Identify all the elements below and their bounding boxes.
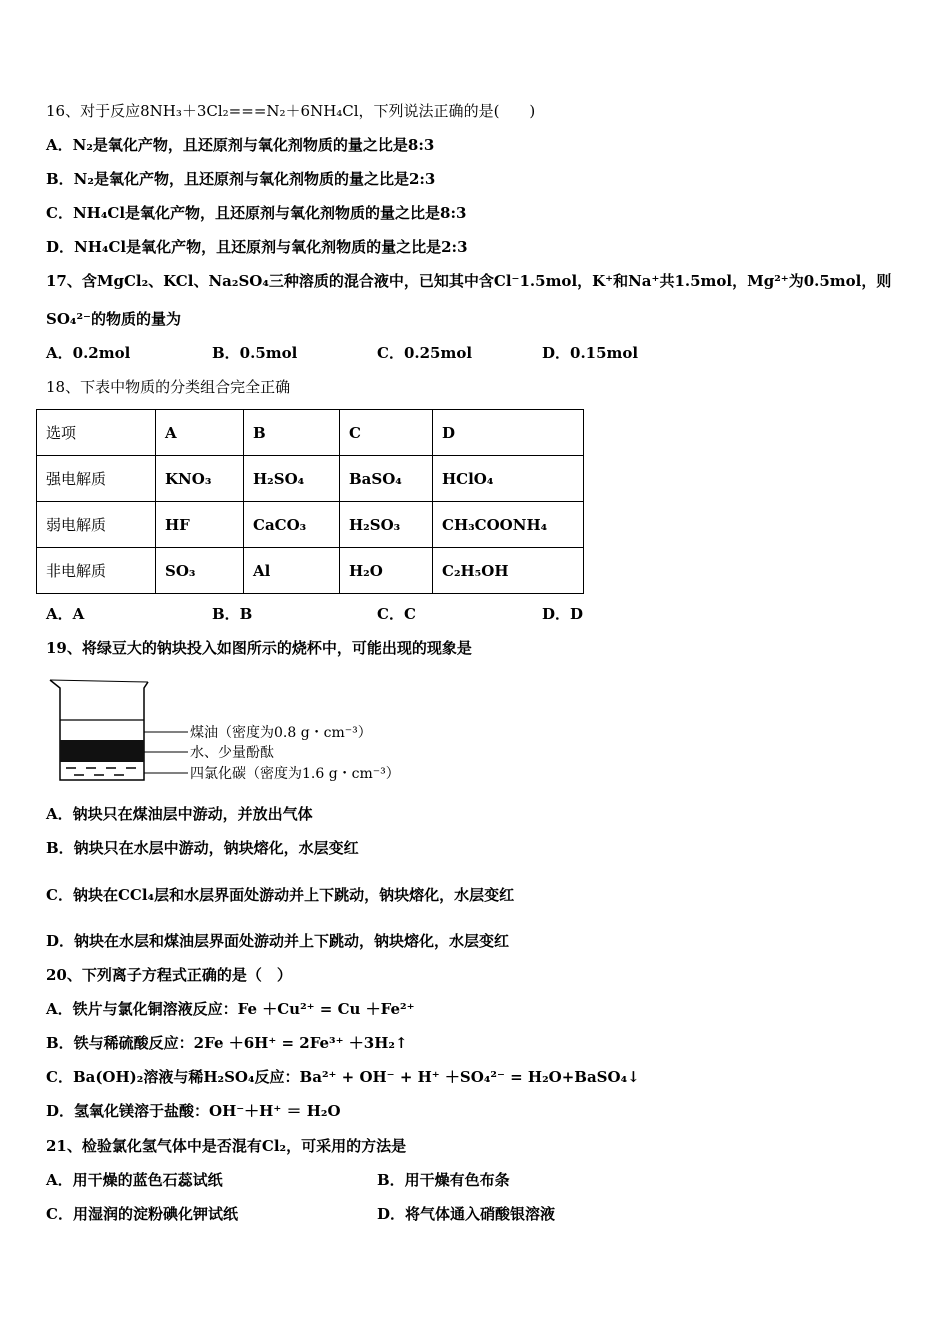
- table-header-row: [37, 410, 584, 456]
- table-cell: H₂SO₄: [244, 456, 340, 502]
- q21-stem: 21、检验氯化氢气体中是否混有Cl₂，可采用的方法是: [46, 1137, 407, 1155]
- table-cell: 强电解质: [37, 456, 156, 502]
- table-cell: CH₃COONH₄: [433, 502, 584, 548]
- table-cell: HClO₄: [433, 456, 584, 502]
- table-cell: H₂SO₃: [340, 502, 433, 548]
- q20-option-a: A．铁片与氯化铜溶液反应：Fe ＋Cu²⁺ = Cu ＋Fe²⁺: [46, 1000, 415, 1018]
- q20-option-b: B．铁与稀硫酸反应：2Fe ＋6H⁺ = 2Fe³⁺ ＋3H₂↑: [46, 1034, 408, 1052]
- table-row: [37, 456, 584, 502]
- q18-option-c: C．C: [377, 605, 416, 623]
- table-cell: H₂O: [340, 548, 433, 594]
- classification-table: [36, 409, 584, 594]
- q20-stem: 20、下列离子方程式正确的是（ ）: [46, 966, 292, 984]
- table-cell: HF: [156, 502, 244, 548]
- q17-stem-line2: SO₄²⁻的物质的量为: [46, 310, 181, 328]
- table-cell: BaSO₄: [340, 456, 433, 502]
- q17-option-d: D．0.15mol: [542, 344, 639, 362]
- table-header-cell: 选项: [37, 410, 156, 456]
- ccl4-label: 四氯化碳（密度为1.6 g・cm⁻³）: [190, 766, 400, 782]
- q21-option-c: C．用湿润的淀粉碘化钾试纸: [46, 1205, 238, 1223]
- table-cell: SO₃: [156, 548, 244, 594]
- q18-option-d: D．D: [542, 605, 584, 623]
- table-cell: Al: [244, 548, 340, 594]
- q19-option-d: D．钠块在水层和煤油层界面处游动并上下跳动，钠块熔化，水层变红: [46, 932, 510, 950]
- q18-option-a: A．A: [46, 605, 85, 623]
- table-cell: 非电解质: [37, 548, 156, 594]
- q17-option-b: B．0.5mol: [212, 344, 298, 362]
- q17-option-c: C．0.25mol: [377, 344, 473, 362]
- table-cell: C₂H₅OH: [433, 548, 584, 594]
- table-header-cell: B: [244, 410, 340, 456]
- q18-option-b: B．B: [212, 605, 253, 623]
- beaker-outline: [50, 680, 148, 780]
- q19-option-c: C．钠块在CCl₄层和水层界面处游动并上下跳动，钠块熔化，水层变红: [46, 886, 515, 904]
- q20-option-c: C．Ba(OH)₂溶液与稀H₂SO₄反应：Ba²⁺ + OH⁻ + H⁺ ＋SO₄²⁻ = H₂O+BaSO₄↓: [46, 1068, 640, 1086]
- q16-stem: 16、对于反应8NH₃＋3Cl₂===N₂＋6NH₄Cl，下列说法正确的是( ): [46, 102, 536, 120]
- table-row: [37, 502, 584, 548]
- kerosene-label: 煤油（密度为0.8 g・cm⁻³）: [190, 725, 372, 741]
- q19-stem: 19、将绿豆大的钠块投入如图所示的烧杯中，可能出现的现象是: [46, 639, 472, 657]
- q21-option-a: A．用干燥的蓝色石蕊试纸: [46, 1171, 223, 1189]
- q19-option-a: A．钠块只在煤油层中游动，并放出气体: [46, 805, 313, 823]
- beaker-rim: [50, 680, 148, 682]
- table-header-cell: C: [340, 410, 433, 456]
- table-row: [37, 548, 584, 594]
- table-header-cell: D: [433, 410, 584, 456]
- q16-option-b: B．N₂是氧化产物，且还原剂与氧化剂物质的量之比是2:3: [46, 170, 436, 188]
- q16-option-a: A．N₂是氧化产物，且还原剂与氧化剂物质的量之比是8:3: [46, 136, 435, 154]
- water-layer: [60, 740, 144, 762]
- q20-option-d: D．氢氧化镁溶于盐酸：OH⁻＋H⁺ ＝ H₂O: [46, 1102, 341, 1120]
- beaker-figure: [46, 676, 446, 788]
- table-cell: KNO₃: [156, 456, 244, 502]
- q19-option-b: B．钠块只在水层中游动，钠块熔化，水层变红: [46, 839, 359, 857]
- q18-stem: 18、下表中物质的分类组合完全正确: [46, 378, 291, 396]
- q21-option-b: B．用干燥有色布条: [377, 1171, 510, 1189]
- q16-option-c: C．NH₄Cl是氧化产物，且还原剂与氧化剂物质的量之比是8:3: [46, 204, 467, 222]
- q17-stem-line1: 17、含MgCl₂、KCl、Na₂SO₄三种溶质的混合液中，已知其中含Cl⁻1.5mol，K⁺和Na⁺共1.5mol，Mg²⁺为0.5mol，则: [46, 272, 892, 290]
- ccl4-layer: [66, 768, 136, 775]
- table-header-cell: A: [156, 410, 244, 456]
- water-label: 水、少量酚酞: [190, 745, 274, 761]
- q16-option-d: D．NH₄Cl是氧化产物，且还原剂与氧化剂物质的量之比是2:3: [46, 238, 468, 256]
- table-cell: CaCO₃: [244, 502, 340, 548]
- q17-option-a: A．0.2mol: [46, 344, 131, 362]
- table-cell: 弱电解质: [37, 502, 156, 548]
- q21-option-d: D．将气体通入硝酸银溶液: [377, 1205, 556, 1223]
